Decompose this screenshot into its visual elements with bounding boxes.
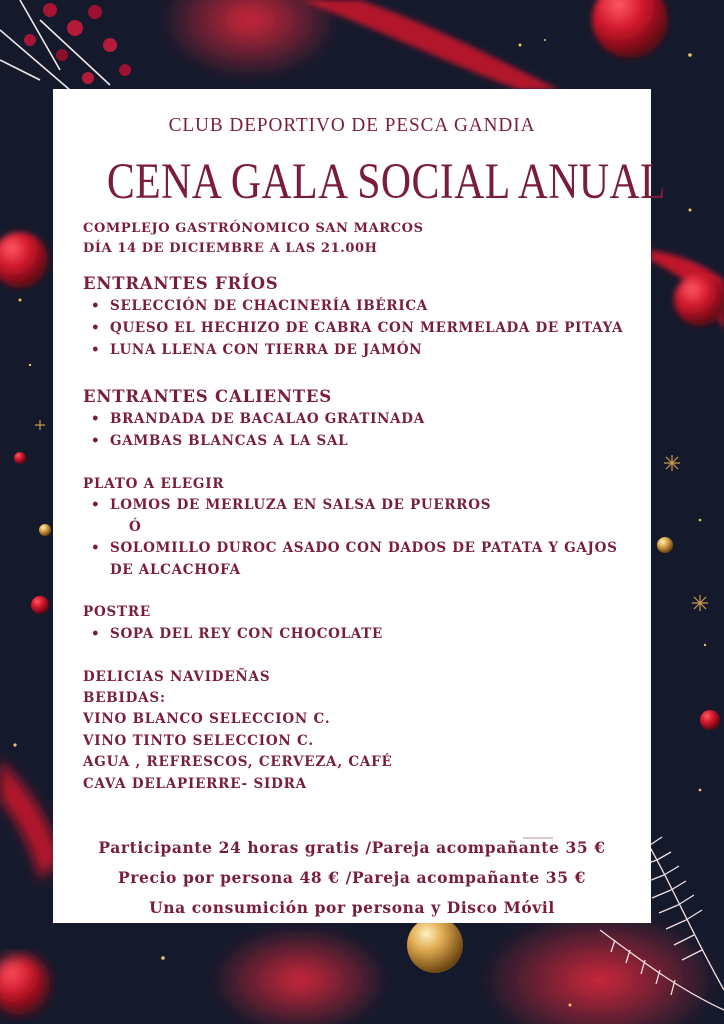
- or-separator: Ó: [129, 519, 142, 535]
- club-name: CLUB DEPORTIVO DE PESCA GANDIA: [168, 114, 536, 136]
- list-item: • QUESO EL HECHIZO DE CABRA CON MERMELADA DE PITAYA: [91, 320, 623, 336]
- delicias-line: DELICIAS NAVIDEÑAS: [83, 669, 271, 685]
- list-item: • LOMOS DE MERLUZA EN SALSA DE PUERROS: [91, 497, 491, 513]
- section-heading-plato: PLATO A ELEGIR: [83, 476, 225, 492]
- section-heading-entrantes-frios: ENTRANTES FRÍOS: [83, 274, 279, 293]
- menu-card: [53, 89, 667, 923]
- drink-item: AGUA , REFRESCOS, CERVEZA, CAFÉ: [83, 754, 393, 770]
- footer-line: Una consumición por persona y Disco Móvil: [149, 898, 555, 917]
- bebidas-heading: BEBIDAS:: [83, 690, 166, 706]
- list-item-continuation: DE ALCACHOFA: [110, 562, 241, 578]
- list-item: • LUNA LLENA CON TIERRA DE JAMÓN: [91, 342, 422, 358]
- event-date: DÍA 14 DE DICIEMBRE A LAS 21.00H: [83, 241, 378, 256]
- drink-item: CAVA DELAPIERRE- SIDRA: [83, 776, 307, 792]
- list-item: • GAMBAS BLANCAS A LA SAL: [91, 433, 348, 449]
- list-item: • SOLOMILLO DUROC ASADO CON DADOS DE PATATA Y GAJOS: [91, 540, 618, 556]
- section-heading-entrantes-calientes: ENTRANTES CALIENTES: [83, 387, 332, 406]
- drink-item: VINO BLANCO SELECCION C.: [83, 711, 331, 727]
- list-item: • BRANDADA DE BACALAO GRATINADA: [91, 411, 425, 427]
- list-item: • SELECCIÓN DE CHACINERÍA IBÉRICA: [91, 298, 428, 314]
- section-heading-postre: POSTRE: [83, 604, 152, 620]
- event-title: CENA GALA SOCIAL ANUAL: [106, 154, 667, 210]
- list-item: • SOPA DEL REY CON CHOCOLATE: [91, 626, 383, 642]
- drink-item: VINO TINTO SELECCION C.: [83, 733, 314, 749]
- footer-line: Precio por persona 48 € /Pareja acompañante 35 €: [118, 868, 586, 887]
- venue: COMPLEJO GASTRÓNOMICO SAN MARCOS: [83, 221, 424, 236]
- footer-line: Participante 24 horas gratis /Pareja acompañante 35 €: [98, 838, 606, 857]
